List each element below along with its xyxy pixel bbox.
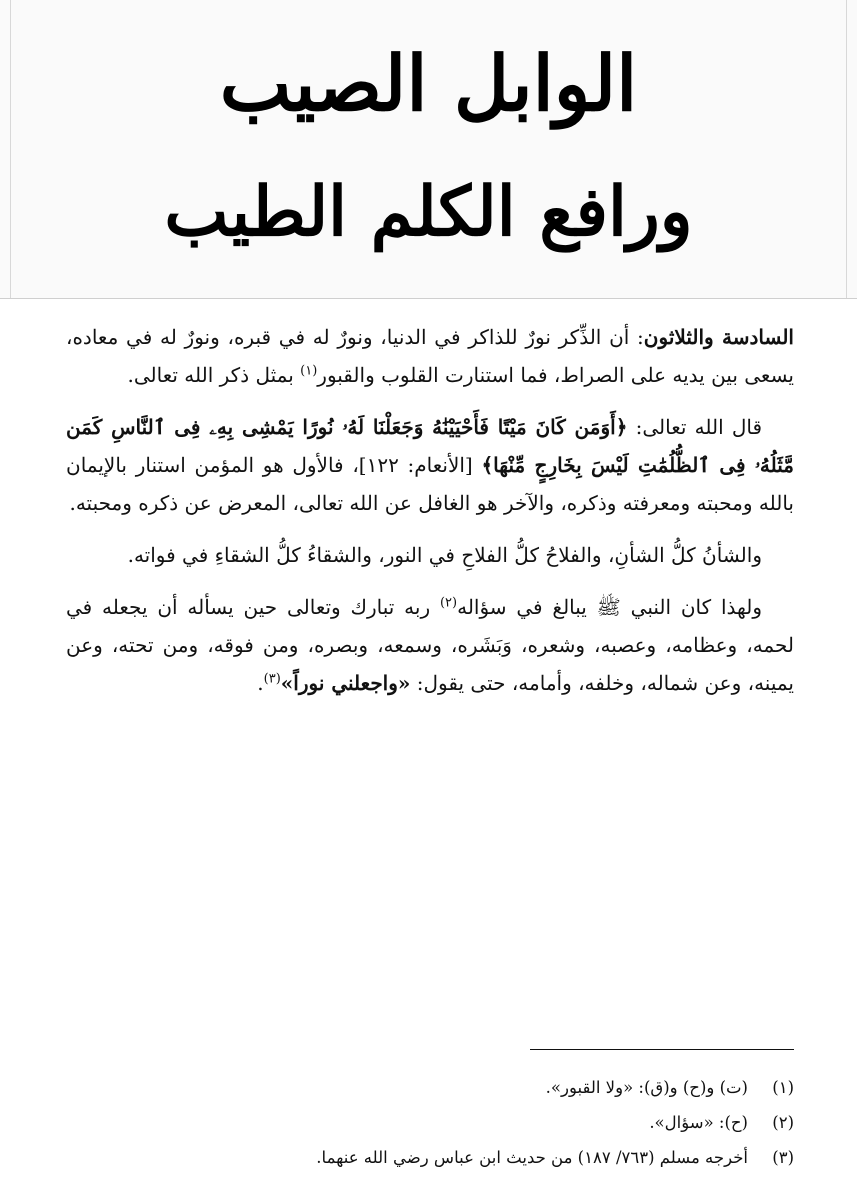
title-header: [0, 0, 857, 299]
paragraph-36: [66, 318, 794, 394]
main-text: [66, 318, 794, 716]
footnote-item: [66, 1070, 794, 1105]
footnote-item: [66, 1105, 794, 1140]
footnote-ref-2[interactable]: (٢): [439, 595, 458, 611]
quran-verse: ﴿أَوَمَن كَانَ مَيْتًا فَأَحْيَيْنَٰهُ وَجَعَلْنَا لَهُۥ نُورًا يَمْشِى بِهِۦ فِى ٱلنَّاسِ كَمَن مَّثَلُهُۥ فِى ٱلظُّلُمَٰتِ لَيْسَ بِخَارِجٍ مِّنْهَا﴾: [66, 415, 794, 477]
footnote-text: أخرجه مسلم (٧٦٣/ ١٨٧) من حديث ابن عباس رضي الله عنهما.: [316, 1148, 748, 1167]
paragraph-text: .: [257, 671, 264, 695]
paragraph-text: قال الله تعالى:: [627, 415, 763, 439]
paragraph-text: : أن الذِّكر نورٌ للذاكر في الدنيا، ونورٌ له في قبره، ونورٌ له في معاده، يسعى بين يديه على الصراط، فما استنارت القلوب والقبور: [66, 325, 794, 387]
paragraph-text: ربه تبارك وتعالى حين يسأله أن يجعله في لحمه، وعظامه، وعصبه، وشعره، وَبَشَره، وسمعه، وبصره، ومن فوقه، ومن تحته، وعن يمينه، وعن شماله، وخلفه، وأمامه، حتى يقول:: [66, 595, 794, 695]
footnote-item: [66, 1140, 794, 1175]
footnotes: [66, 1070, 794, 1175]
book-title-line2: ورافع الكلم الطيب: [164, 172, 693, 252]
footnote-text: (ح): «سؤال».: [649, 1113, 748, 1132]
footnote-number: (٣): [772, 1148, 794, 1167]
footnote-number: (٢): [772, 1113, 794, 1132]
footnote-ref-3[interactable]: (٣): [263, 671, 281, 687]
paragraph-prophet: [66, 588, 794, 702]
book-title-line1: الوابل الصيب: [219, 39, 638, 128]
paragraph-verse: [66, 408, 794, 522]
paragraph-text: [الأنعام: ١٢٢]، فالأول هو المؤمن استنار بالإيمان بالله ومحبته ومعرفته وذكره، والآخر هو الغافل عن الله تعالى، المعرض عن ذكره ومحبته.: [66, 453, 794, 515]
footnote-ref-1[interactable]: (١): [300, 363, 318, 379]
hadith-quote: «واجعلني نوراً»: [280, 671, 411, 695]
paragraph-text: بمثل ذكر الله تعالى.: [127, 363, 301, 387]
paragraph-shan: والشأنُ كلُّ الشأنِ، والفلاحُ كلُّ الفلاحِ في النور، والشقاءُ كلُّ الشقاءِ في فواته.: [127, 543, 762, 567]
footnote-divider: [530, 1049, 794, 1050]
paragraph-text: ولهذا كان النبي ﷺ يبالغ في سؤاله: [457, 595, 763, 619]
point-heading: السادسة والثلاثون: [643, 325, 794, 349]
footnote-number: (١): [772, 1078, 794, 1097]
footnote-text: (ت) و(ح) و(ق): «ولا القبور».: [545, 1078, 748, 1097]
